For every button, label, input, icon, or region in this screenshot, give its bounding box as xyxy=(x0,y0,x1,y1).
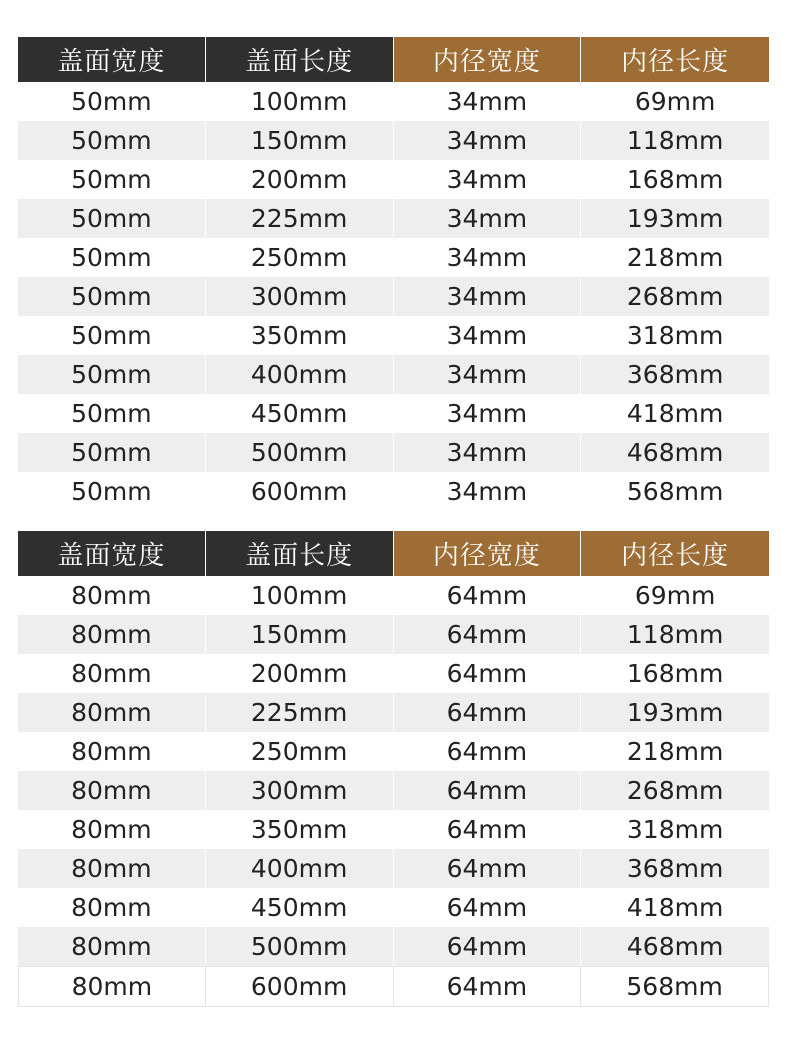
table-header-row xyxy=(18,531,769,576)
table-row xyxy=(18,615,769,654)
cell-cover-length: 225mm xyxy=(206,693,394,732)
cell-inner-length: 468mm xyxy=(581,927,769,966)
header-inner-width: 内径宽度 xyxy=(394,37,582,82)
cell-cover-width: 50mm xyxy=(18,199,206,238)
table-row xyxy=(18,771,769,810)
cell-cover-width: 80mm xyxy=(18,576,206,615)
cell-inner-width: 34mm xyxy=(394,160,582,199)
cell-cover-length: 400mm xyxy=(206,355,394,394)
cell-cover-length: 200mm xyxy=(206,654,394,693)
cell-cover-length: 350mm xyxy=(206,316,394,355)
cell-cover-length: 250mm xyxy=(206,238,394,277)
header-inner-length: 内径长度 xyxy=(581,37,769,82)
table-row xyxy=(18,433,769,472)
table-row xyxy=(18,316,769,355)
cell-inner-width: 64mm xyxy=(394,849,582,888)
cell-cover-width: 50mm xyxy=(18,277,206,316)
cell-cover-width: 80mm xyxy=(18,927,206,966)
header-cover-width: 盖面宽度 xyxy=(18,531,206,576)
table-row xyxy=(18,121,769,160)
cell-inner-length: 168mm xyxy=(581,654,769,693)
cell-inner-length: 268mm xyxy=(581,277,769,316)
header-inner-width: 内径宽度 xyxy=(394,531,582,576)
cell-cover-width: 50mm xyxy=(18,433,206,472)
table-row xyxy=(18,394,769,433)
table-row xyxy=(18,355,769,394)
cell-cover-width: 80mm xyxy=(18,615,206,654)
table-row xyxy=(18,576,769,615)
table-header-row xyxy=(18,37,769,82)
cell-inner-length: 168mm xyxy=(581,160,769,199)
cell-cover-width: 80mm xyxy=(18,654,206,693)
cell-cover-length: 400mm xyxy=(206,849,394,888)
cell-inner-width: 34mm xyxy=(394,121,582,160)
cell-cover-width: 80mm xyxy=(18,810,206,849)
cell-inner-length: 218mm xyxy=(581,238,769,277)
cell-inner-length: 193mm xyxy=(581,199,769,238)
cell-cover-width: 80mm xyxy=(18,771,206,810)
cell-cover-width: 50mm xyxy=(18,472,206,511)
cell-inner-width: 64mm xyxy=(394,888,582,927)
cell-cover-length: 250mm xyxy=(206,732,394,771)
header-cover-length: 盖面长度 xyxy=(206,37,394,82)
cell-cover-width: 80mm xyxy=(18,849,206,888)
cell-inner-width: 34mm xyxy=(394,199,582,238)
table-row xyxy=(18,277,769,316)
table-row xyxy=(18,238,769,277)
cell-inner-width: 64mm xyxy=(394,615,582,654)
cell-inner-length: 318mm xyxy=(581,810,769,849)
cell-cover-width: 80mm xyxy=(18,966,206,1007)
cell-inner-length: 418mm xyxy=(581,394,769,433)
cell-cover-width: 80mm xyxy=(18,888,206,927)
cell-cover-length: 300mm xyxy=(206,277,394,316)
cell-inner-width: 34mm xyxy=(394,355,582,394)
cell-cover-length: 150mm xyxy=(206,615,394,654)
cell-cover-width: 50mm xyxy=(18,238,206,277)
cell-inner-length: 69mm xyxy=(581,576,769,615)
table-row xyxy=(18,160,769,199)
cell-inner-length: 368mm xyxy=(581,849,769,888)
cell-inner-length: 368mm xyxy=(581,355,769,394)
table-row xyxy=(18,732,769,771)
cell-cover-length: 350mm xyxy=(206,810,394,849)
table-row xyxy=(18,966,769,1007)
cell-cover-length: 200mm xyxy=(206,160,394,199)
cell-inner-width: 34mm xyxy=(394,82,582,121)
cell-cover-length: 600mm xyxy=(206,472,394,511)
cell-inner-width: 64mm xyxy=(394,576,582,615)
cell-cover-length: 600mm xyxy=(206,966,394,1007)
cell-inner-length: 69mm xyxy=(581,82,769,121)
table-row xyxy=(18,888,769,927)
cell-inner-length: 268mm xyxy=(581,771,769,810)
cell-inner-width: 34mm xyxy=(394,316,582,355)
cell-inner-width: 64mm xyxy=(394,927,582,966)
table-row xyxy=(18,472,769,511)
table-row xyxy=(18,654,769,693)
header-inner-length: 内径长度 xyxy=(581,531,769,576)
cell-inner-width: 34mm xyxy=(394,394,582,433)
cell-inner-width: 64mm xyxy=(394,732,582,771)
cell-cover-length: 100mm xyxy=(206,576,394,615)
cell-cover-width: 80mm xyxy=(18,693,206,732)
cell-inner-length: 568mm xyxy=(581,472,769,511)
cell-cover-length: 150mm xyxy=(206,121,394,160)
cell-inner-length: 218mm xyxy=(581,732,769,771)
header-cover-width: 盖面宽度 xyxy=(18,37,206,82)
cell-inner-length: 568mm xyxy=(581,966,769,1007)
cell-inner-width: 64mm xyxy=(394,693,582,732)
cell-cover-width: 80mm xyxy=(18,732,206,771)
cell-cover-length: 225mm xyxy=(206,199,394,238)
table-row xyxy=(18,810,769,849)
cell-cover-length: 500mm xyxy=(206,927,394,966)
cell-inner-length: 318mm xyxy=(581,316,769,355)
cell-cover-length: 500mm xyxy=(206,433,394,472)
cell-inner-length: 418mm xyxy=(581,888,769,927)
cell-inner-width: 64mm xyxy=(394,771,582,810)
cell-inner-width: 34mm xyxy=(394,433,582,472)
cell-cover-width: 50mm xyxy=(18,82,206,121)
cell-cover-length: 450mm xyxy=(206,394,394,433)
cell-cover-width: 50mm xyxy=(18,121,206,160)
table-row xyxy=(18,693,769,732)
cell-inner-width: 34mm xyxy=(394,238,582,277)
cell-inner-width: 34mm xyxy=(394,472,582,511)
header-cover-length: 盖面长度 xyxy=(206,531,394,576)
table-row xyxy=(18,82,769,121)
cell-inner-width: 64mm xyxy=(394,810,582,849)
cell-cover-width: 50mm xyxy=(18,394,206,433)
cell-cover-length: 450mm xyxy=(206,888,394,927)
table-row xyxy=(18,849,769,888)
table-row xyxy=(18,199,769,238)
cell-inner-width: 64mm xyxy=(394,654,582,693)
cell-cover-width: 50mm xyxy=(18,355,206,394)
cell-inner-length: 468mm xyxy=(581,433,769,472)
cell-inner-length: 118mm xyxy=(581,615,769,654)
cell-inner-width: 64mm xyxy=(394,966,582,1007)
cell-inner-length: 118mm xyxy=(581,121,769,160)
cell-cover-width: 50mm xyxy=(18,316,206,355)
cell-cover-length: 100mm xyxy=(206,82,394,121)
table-row xyxy=(18,927,769,966)
spec-table-80mm xyxy=(18,531,769,1007)
cell-inner-length: 193mm xyxy=(581,693,769,732)
cell-cover-length: 300mm xyxy=(206,771,394,810)
spec-table-50mm xyxy=(18,37,769,511)
cell-cover-width: 50mm xyxy=(18,160,206,199)
cell-inner-width: 34mm xyxy=(394,277,582,316)
